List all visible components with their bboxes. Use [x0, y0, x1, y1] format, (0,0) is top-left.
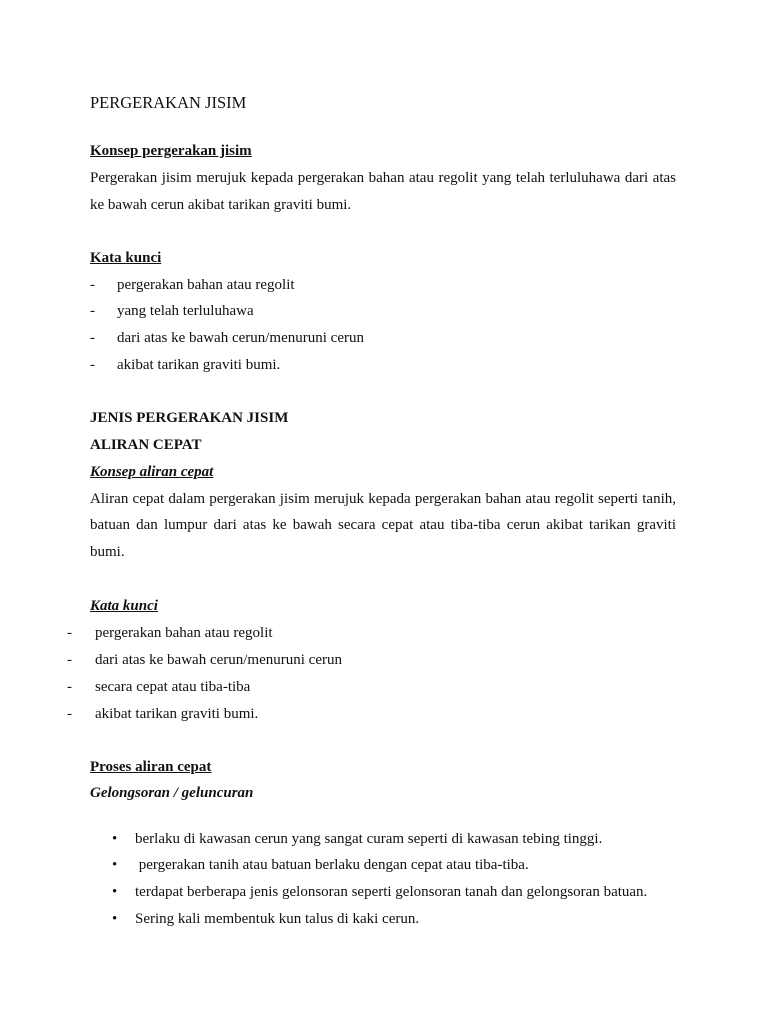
list-item: pergerakan tanih atau batuan berlaku dengan cepat atau tiba-tiba.	[135, 857, 529, 873]
section-heading-kata-kunci: Kata kunci	[90, 250, 162, 266]
list-item: berlaku di kawasan cerun yang sangat curam seperti di kawasan tebing tinggi.	[135, 831, 603, 847]
list-item: secara cepat atau tiba-tiba	[95, 679, 251, 695]
list-item: pergerakan bahan atau regolit	[95, 625, 273, 641]
section-heading-jenis-pergerakan: JENIS PERGERAKAN JISIM	[90, 410, 289, 426]
paragraph-konsep-line-1: Pergerakan jisim merujuk kepada pergerakan bahan atau regolit yang telah terluluhawa dari atas	[90, 170, 676, 186]
list-marker: -	[67, 625, 72, 641]
list-marker: -	[90, 357, 95, 373]
paragraph-aliran-line-1: Aliran cepat dalam pergerakan jisim merujuk kepada pergerakan bahan atau regolit seperti tanih,	[90, 491, 676, 507]
list-item: Sering kali membentuk kun talus di kaki cerun.	[135, 911, 420, 927]
list-marker: -	[90, 277, 95, 293]
list-marker: -	[67, 706, 72, 722]
subheading-aliran-cepat: ALIRAN CEPAT	[90, 437, 202, 453]
list-item: akibat tarikan graviti bumi.	[117, 357, 281, 373]
paragraph-konsep-line-2: ke bawah cerun akibat tarikan graviti bumi.	[90, 197, 352, 213]
heading-kata-kunci-aliran: Kata kunci	[90, 598, 158, 614]
list-item: dari atas ke bawah cerun/menuruni cerun	[95, 652, 342, 668]
list-item: yang telah terluluhawa	[117, 303, 254, 319]
bullet-icon: •	[112, 911, 118, 927]
list-marker: -	[67, 652, 72, 668]
section-heading-proses-aliran: Proses aliran cepat	[90, 759, 212, 775]
list-item: pergerakan bahan atau regolit	[117, 277, 295, 293]
paragraph-aliran-line-2: batuan dan lumpur dari atas ke bawah secara cepat atau tiba-tiba cerun akibat tarikan graviti	[90, 517, 676, 533]
list-item: akibat tarikan graviti bumi.	[95, 706, 259, 722]
list-item: terdapat berberapa jenis gelonsoran seperti gelonsoran tanah dan gelongsoran batuan.	[135, 884, 648, 900]
list-marker: -	[67, 679, 72, 695]
subheading-gelongsoran: Gelongsoran / geluncuran	[90, 785, 254, 801]
page-title: PERGERAKAN JISIM	[90, 93, 247, 112]
bullet-icon: •	[112, 857, 118, 873]
bullet-icon: •	[112, 884, 118, 900]
list-item: dari atas ke bawah cerun/menuruni cerun	[117, 330, 364, 346]
list-marker: -	[90, 303, 95, 319]
list-marker: -	[90, 330, 95, 346]
heading-konsep-aliran-cepat: Konsep aliran cepat	[90, 464, 214, 480]
bullet-icon: •	[112, 831, 118, 847]
paragraph-aliran-line-3: bumi.	[90, 544, 125, 560]
section-heading-konsep-pergerakan: Konsep pergerakan jisim	[90, 143, 252, 159]
